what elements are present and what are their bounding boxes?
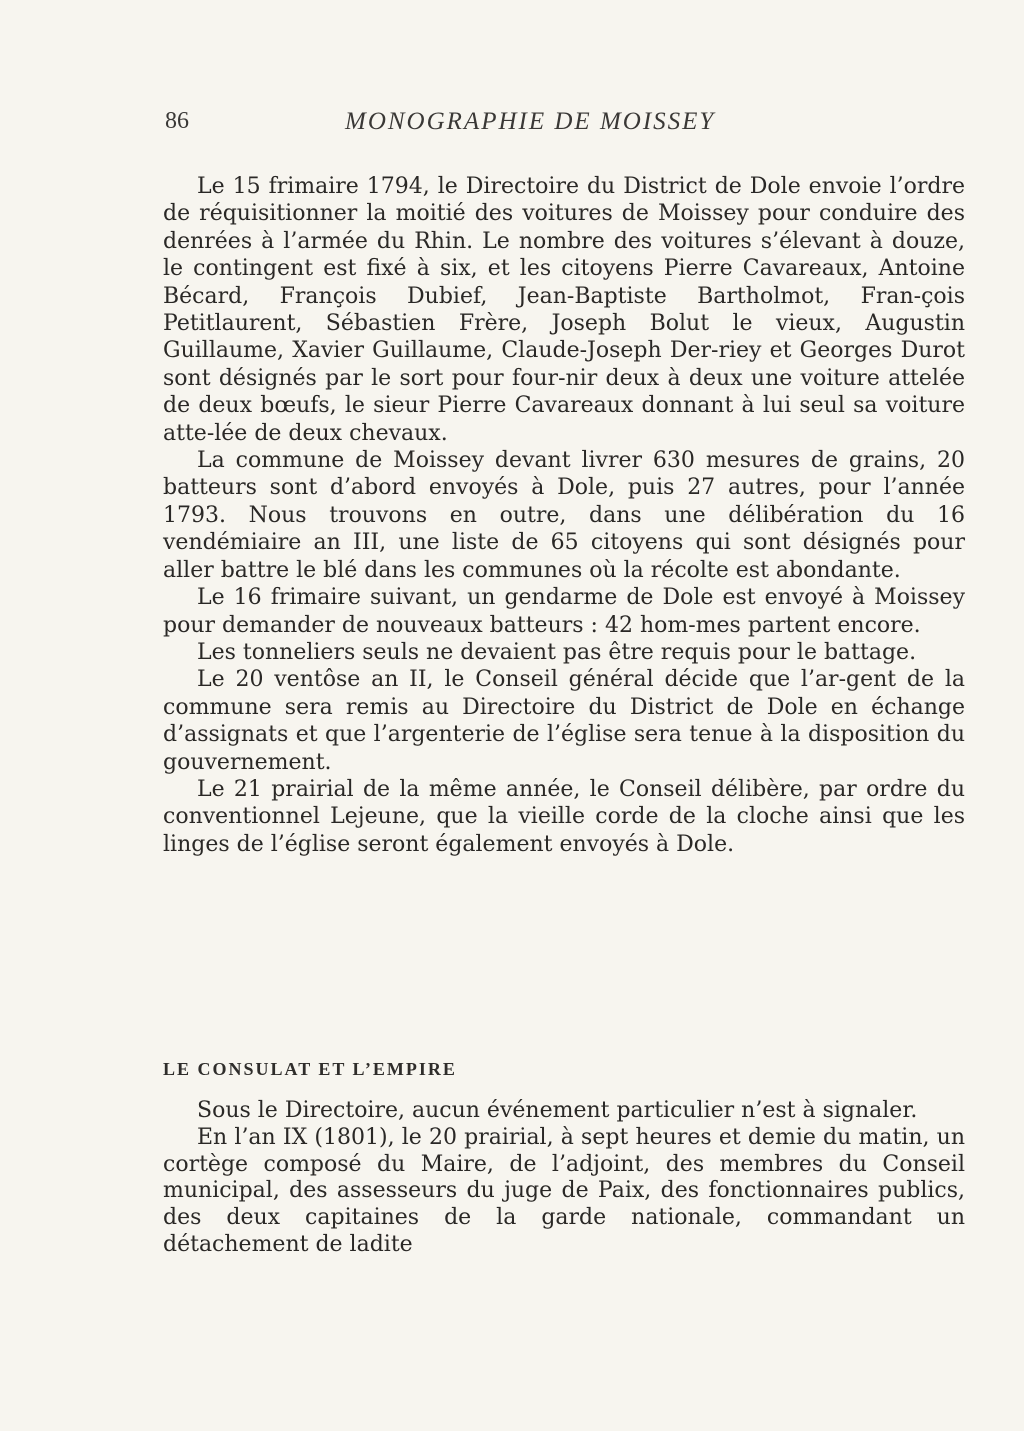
paragraph: Le 15 frimaire 1794, le Directoire du District de Dole envoie l’ordre de réquisitionner la moitié des voitures de Moissey pour conduire des denrées à l’armée du Rhin. Le nombre des voitures s’élevant à douze, le contingent est fixé à six, et les citoyens Pierre Cavareaux, Antoine Bécard, François Dubief, Jean-Baptiste Bartholmot, Fran-çois Petitlaurent, Sébastien Frère, Joseph Bolut le vieux, Augustin Guillaume, Xavier Guillaume, Claude-Joseph Der-riey et Georges Durot sont désignés par le sort pour four-nir deux à deux une voiture attelée de deux bœufs, le sieur Pierre Cavareaux donnant à lui seul sa voiture atte-lée de deux chevaux.: [163, 174, 965, 446]
section-heading: LE CONSULAT ET L’EMPIRE: [163, 1059, 457, 1079]
body-text-consulate: [163, 1098, 965, 1259]
paragraph: La commune de Moissey devant livrer 630 mesures de grains, 20 batteurs sont d’abord envoyés à Dole, puis 27 autres, pour l’année 1793. Nous trouvons en outre, dans une délibération du 16 vendémiaire an III, une liste de 65 citoyens qui sont désignés pour aller battre le blé dans les communes où la récolte est abondante.: [163, 448, 965, 583]
paragraph: Les tonneliers seuls ne devaient pas être requis pour le battage.: [197, 639, 917, 665]
running-title: MONOGRAPHIE DE MOISSEY: [345, 108, 716, 135]
paragraph: Le 21 prairial de la même année, le Conseil délibère, par ordre du conventionnel Lejeune, que la vieille corde de la cloche ainsi que les linges de l’église seront également envoyés à Dole.: [163, 776, 965, 857]
paragraph: Sous le Directoire, aucun événement particulier n’est à signaler.: [197, 1098, 918, 1123]
running-head: [165, 108, 963, 142]
body-text-revolution: [163, 173, 965, 858]
paragraph: Le 20 ventôse an II, le Conseil général décide que l’ar-gent de la commune sera remis au Directoire du District de Dole en échange d’assignats et que l’argenterie de l’église sera tenue à la disposition du gouvernement.: [163, 667, 965, 775]
paragraph: En l’an IX (1801), le 20 prairial, à sept heures et demie du matin, un cortège composé du Maire, de l’adjoint, des membres du Conseil municipal, des assesseurs du juge de Paix, des fonctionnaires publics, des deux capitaines de la garde nationale, commandant un détachement de ladite: [163, 1124, 965, 1257]
page-number: 86: [165, 108, 189, 134]
paragraph: Le 16 frimaire suivant, un gendarme de Dole est envoyé à Moissey pour demander de nouveaux batteurs : 42 hom-mes partent encore.: [163, 585, 965, 638]
